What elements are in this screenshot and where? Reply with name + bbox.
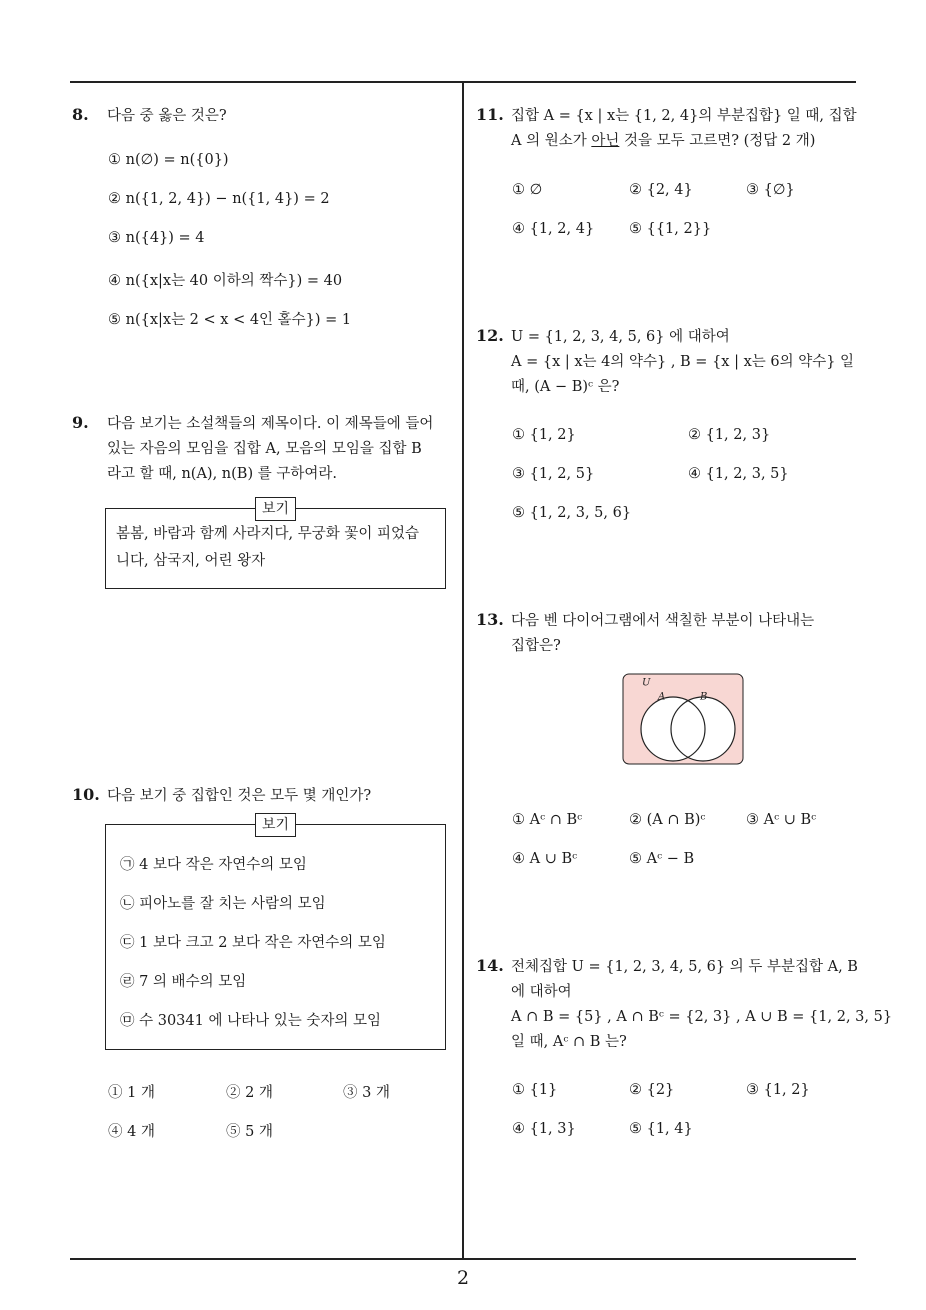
option-1[interactable]: ① n(∅) = n({0}): [108, 152, 229, 168]
option-3[interactable]: ③ 3 개: [343, 1085, 390, 1101]
option-2[interactable]: ② n({1, 2, 4}) − n({1, 4}) = 2: [108, 191, 330, 207]
option-4[interactable]: ④ {1, 3}: [512, 1121, 576, 1137]
question-13: [476, 607, 814, 659]
option-3[interactable]: ③ {1, 2}: [746, 1082, 810, 1098]
bogi-text-line: 봄봄, 바람과 함께 사라지다, 무궁화 꽃이 피었습: [116, 526, 420, 542]
bogi-label: 보기: [255, 813, 296, 837]
question-text-line: 전체집합 U = {1, 2, 3, 4, 5, 6} 의 두 부분집합 A, B: [511, 959, 858, 975]
bogi-box: [105, 824, 446, 1050]
question-text-line: 집합은?: [511, 638, 561, 654]
option-2[interactable]: ② {2, 4}: [629, 182, 693, 198]
question-text: 다음 중 옳은 것은?: [107, 108, 227, 124]
bogi-item: ㉢ 1 보다 크고 2 보다 작은 자연수의 모임: [120, 935, 386, 951]
option-4[interactable]: ④ {1, 2, 3, 5}: [688, 466, 789, 482]
option-3[interactable]: ③ {1, 2, 5}: [512, 466, 595, 482]
option-4[interactable]: ④ n({x|x는 40 이하의 짝수}) = 40: [108, 273, 343, 289]
option-5[interactable]: ⑤ 5 개: [226, 1124, 273, 1140]
question-text-line: A = {x | x는 4의 약수} , B = {x | x는 6의 약수} 일: [511, 354, 855, 370]
question-14: [476, 953, 892, 1055]
question-8: [72, 102, 227, 129]
question-text-line: 다음 보기는 소설책들의 제목이다. 이 제목들에 들어: [107, 416, 434, 432]
option-5[interactable]: ⑤ Aᶜ − B: [629, 851, 695, 867]
question-text-line: 라고 할 때, n(A), n(B) 를 구하여라.: [107, 466, 337, 482]
bogi-label: 보기: [255, 497, 296, 521]
option-5[interactable]: ⑤ n({x|x는 2 < x < 4인 홀수}) = 1: [108, 312, 352, 328]
question-text-line: [476, 129, 857, 154]
text-segment: 것을 모두 고르면? (정답 2 개): [619, 133, 816, 149]
text-segment: A 의 원소가: [511, 133, 592, 149]
venn-label-a: A: [658, 691, 666, 703]
question-9: [72, 410, 433, 487]
venn-label-u: U: [642, 677, 651, 689]
question-text-line: U = {1, 2, 3, 4, 5, 6} 에 대하여: [511, 329, 730, 345]
option-5[interactable]: ⑤ {1, 2, 3, 5, 6}: [512, 505, 632, 521]
question-number: 12.: [476, 326, 504, 345]
question-text-line: 있는 자음의 모임을 집합 A, 모음의 모임을 집합 B: [107, 441, 422, 457]
option-1[interactable]: ① {1, 2}: [512, 427, 576, 443]
option-3[interactable]: ③ n({4}) = 4: [108, 230, 205, 246]
option-3[interactable]: ③ {∅}: [746, 182, 795, 198]
option-4[interactable]: ④ 4 개: [108, 1124, 155, 1140]
question-12: [476, 323, 854, 400]
option-2[interactable]: ② {2}: [629, 1082, 675, 1098]
page-number: 2: [456, 1267, 470, 1289]
question-number: 13.: [476, 610, 504, 629]
question-text-line: 다음 벤 다이어그램에서 색칠한 부분이 나타내는: [511, 613, 815, 629]
option-1[interactable]: ① {1}: [512, 1082, 558, 1098]
question-number: 10.: [72, 785, 100, 804]
underlined-word: 아닌: [591, 133, 620, 149]
bogi-item: ㉤ 수 30341 에 나타나 있는 숫자의 모임: [120, 1013, 381, 1029]
option-1[interactable]: ① ∅: [512, 182, 543, 198]
venn-diagram: [622, 673, 744, 765]
question-text-line: A ∩ B = {5} , A ∩ Bᶜ = {2, 3} , A ∪ B = {1, 2, 3, 5}: [511, 1009, 893, 1025]
question-11: [476, 102, 857, 154]
question-text-line: 때, (A − B)ᶜ 은?: [511, 379, 620, 395]
question-number: 11.: [476, 105, 504, 124]
option-5[interactable]: ⑤ {{1, 2}}: [629, 221, 712, 237]
question-text-line: 에 대하여: [511, 984, 572, 1000]
question-number: 14.: [476, 956, 504, 975]
bogi-item: ㉠ 4 보다 작은 자연수의 모임: [120, 857, 307, 873]
option-1[interactable]: ① Aᶜ ∩ Bᶜ: [512, 812, 583, 828]
question-10: [72, 782, 371, 809]
option-2[interactable]: ② (A ∩ B)ᶜ: [629, 812, 706, 828]
question-text: 다음 보기 중 집합인 것은 모두 몇 개인가?: [107, 788, 372, 804]
venn-label-b: B: [700, 691, 708, 703]
option-2[interactable]: ② {1, 2, 3}: [688, 427, 771, 443]
question-text-line: 일 때, Aᶜ ∩ B 는?: [511, 1034, 627, 1050]
question-number: 8.: [72, 105, 89, 124]
option-4[interactable]: ④ {1, 2, 4}: [512, 221, 595, 237]
bogi-item: ㉡ 피아노를 잘 치는 사람의 모임: [120, 896, 326, 912]
column-divider: [462, 82, 464, 1260]
bogi-text-line: 니다, 삼국지, 어린 왕자: [116, 553, 266, 569]
question-number: 9.: [72, 413, 89, 432]
option-1[interactable]: ① 1 개: [108, 1085, 155, 1101]
bogi-item: ㉣ 7 의 배수의 모임: [120, 974, 247, 990]
option-3[interactable]: ③ Aᶜ ∪ Bᶜ: [746, 812, 817, 828]
option-5[interactable]: ⑤ {1, 4}: [629, 1121, 693, 1137]
option-2[interactable]: ② 2 개: [226, 1085, 273, 1101]
question-text-line: 집합 A = {x | x는 {1, 2, 4}의 부분집합} 일 때, 집합: [511, 108, 857, 124]
option-4[interactable]: ④ A ∪ Bᶜ: [512, 851, 578, 867]
